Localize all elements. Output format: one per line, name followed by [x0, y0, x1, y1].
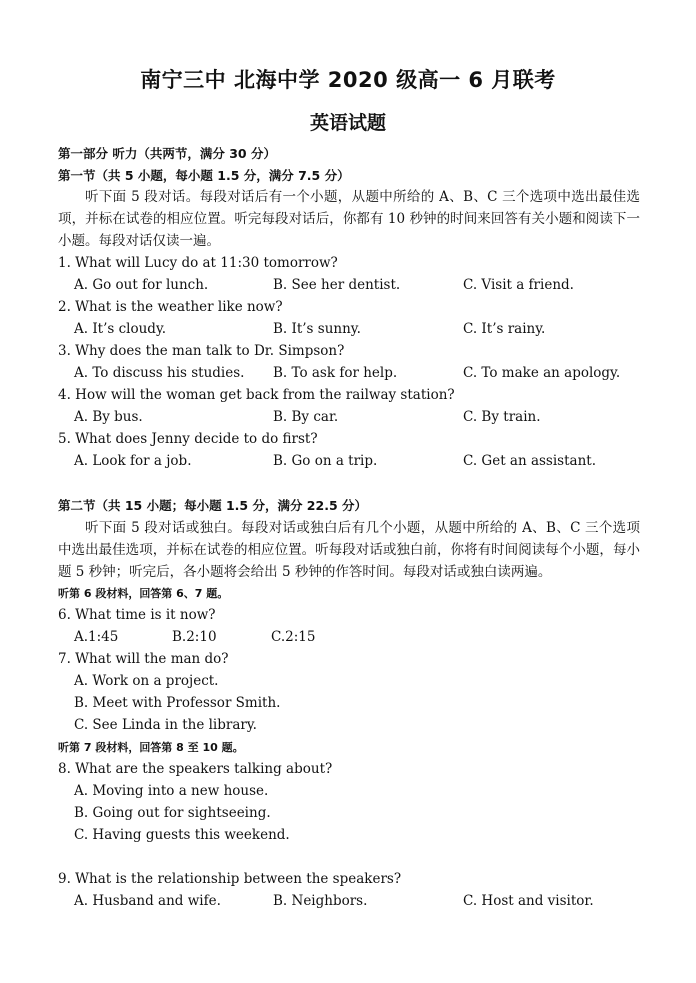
q6-option-a: A.1:45 [74, 629, 119, 645]
q1-option-a: A. Go out for lunch. [74, 277, 209, 293]
q3-option-b: B. To ask for help. [273, 365, 398, 381]
question-5: 5. What does Jenny decide to do first? [58, 431, 318, 447]
q5-option-c: C. Get an assistant. [463, 453, 596, 469]
q7-option-a: A. Work on a project. [74, 673, 219, 689]
part-heading: 第一部分 听力（共两节，满分 30 分） [58, 146, 276, 161]
question-8: 8. What are the speakers talking about? [58, 761, 333, 777]
exam-subtitle: 英语试题 [309, 112, 386, 134]
question-6: 6. What time is it now? [58, 607, 216, 623]
q7-option-b: B. Meet with Professor Smith. [74, 695, 281, 711]
q2-option-a: A. It’s cloudy. [74, 321, 167, 337]
q2-option-c: C. It’s rainy. [463, 321, 546, 337]
q9-option-a: A. Husband and wife. [74, 893, 221, 909]
q8-option-a: A. Moving into a new house. [74, 783, 269, 799]
q4-option-a: A. By bus. [74, 409, 143, 425]
q9-option-b: B. Neighbors. [273, 893, 368, 909]
q1-option-c: C. Visit a friend. [463, 277, 574, 293]
question-1: 1. What will Lucy do at 11:30 tomorrow? [58, 255, 338, 271]
q6-option-c: C.2:15 [271, 629, 316, 645]
q4-option-b: B. By car. [273, 409, 339, 425]
q8-option-b: B. Going out for sightseeing. [74, 805, 271, 821]
section1-instructions: 听下面 5 段对话。每段对话后有一个小题，从题中所给的 A、B、C 三个选项中选出最佳选项，并标在试卷的相应位置。听完每段对话后，你都有 10 秒钟的时间来回答有关小题和阅读下一小题。每段对话仅读一遍。 [58, 189, 640, 249]
question-4: 4. How will the woman get back from the railway station? [58, 387, 455, 403]
q8-option-c: C. Having guests this weekend. [74, 827, 290, 843]
q4-option-c: C. By train. [463, 409, 541, 425]
section2-instructions: 听下面 5 段对话或独白。每段对话或独白后有几个小题，从题中所给的 A、B、C 三个选项中选出最佳选项，并标在试卷的相应位置。听每段对话或独白前，你将有时间阅读每个小题，每小题 5 秒钟；听完后，各小题将会给出 5 秒钟的作答时间。每段对话或独白读两遍。 [58, 520, 640, 580]
q7-option-c: C. See Linda in the library. [74, 717, 257, 733]
question-7: 7. What will the man do? [58, 651, 229, 667]
question-9: 9. What is the relationship between the speakers? [58, 871, 402, 887]
material-note-7: 听第 7 段材料，回答第 8 至 10 题。 [58, 741, 244, 754]
question-3: 3. Why does the man talk to Dr. Simpson? [58, 343, 345, 359]
material-note-6: 听第 6 段材料，回答第 6、7 题。 [58, 587, 229, 600]
q5-option-b: B. Go on a trip. [273, 453, 378, 469]
q9-option-c: C. Host and visitor. [463, 893, 594, 909]
question-2: 2. What is the weather like now? [58, 299, 283, 315]
section2-heading: 第二节（共 15 小题；每小题 1.5 分，满分 22.5 分） [58, 498, 367, 513]
q3-option-a: A. To discuss his studies. [74, 365, 245, 381]
q6-option-b: B.2:10 [172, 629, 217, 645]
exam-title: 南宁三中 北海中学 2020 级高一 6 月联考 [140, 68, 556, 92]
section1-heading: 第一节（共 5 小题，每小题 1.5 分，满分 7.5 分） [58, 168, 350, 183]
q2-option-b: B. It’s sunny. [273, 321, 361, 337]
q5-option-a: A. Look for a job. [74, 453, 192, 469]
q3-option-c: C. To make an apology. [463, 365, 621, 381]
q1-option-b: B. See her dentist. [273, 277, 401, 293]
